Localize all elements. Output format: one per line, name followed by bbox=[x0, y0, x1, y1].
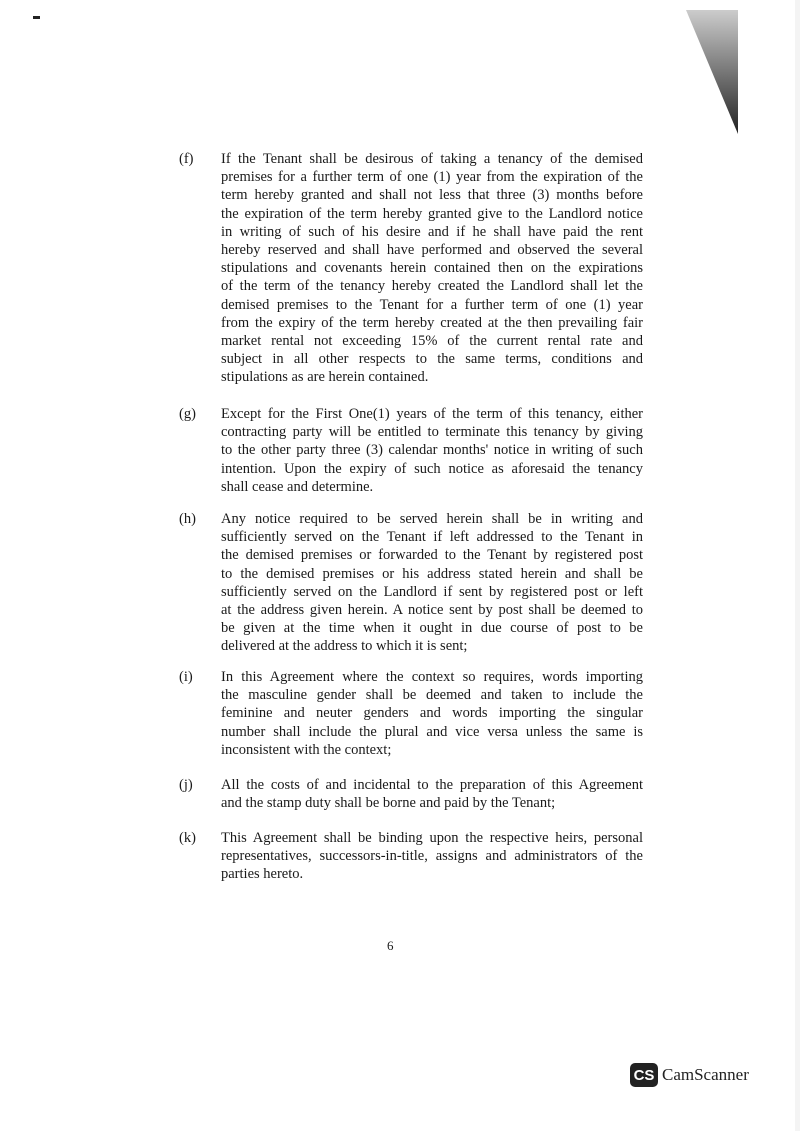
text-line: be given at the time when it ought in due course of post to be bbox=[221, 620, 643, 637]
clause-label: (f) bbox=[179, 151, 194, 167]
text-line: If the Tenant shall be desirous of taking a tenancy of the demised bbox=[221, 151, 643, 167]
clause-label: (h) bbox=[179, 511, 196, 527]
text-line: of the term of the tenancy hereby created the Landlord shall let the bbox=[221, 278, 643, 295]
clause-label: (k) bbox=[179, 830, 196, 846]
camscanner-text: CamScanner bbox=[662, 1065, 749, 1084]
text-line: to the demised premises or his address stated herein and shall be bbox=[221, 565, 643, 582]
text-line: from the expiry of the term hereby created at the then prevailing fair bbox=[221, 314, 643, 331]
text-line: the demised premises or forwarded to the Tenant by registered post bbox=[221, 547, 643, 564]
clause-label: (g) bbox=[179, 406, 196, 422]
scan-mark bbox=[33, 16, 40, 19]
clause-text bbox=[221, 829, 643, 884]
page-corner-shadow bbox=[684, 8, 740, 138]
text-line: at the address given herein. A notice sent by post shall be deemed to bbox=[221, 601, 643, 618]
camscanner-watermark bbox=[630, 1063, 749, 1087]
clause-label: (j) bbox=[179, 777, 193, 793]
text-line: shall cease and determine. bbox=[221, 478, 374, 495]
page-number: 6 bbox=[387, 938, 394, 953]
text-line: and the stamp duty shall be borne and paid by the Tenant; bbox=[221, 795, 556, 812]
clause-text bbox=[221, 510, 643, 656]
text-line: sufficiently served on the Tenant if left addressed to the Tenant in bbox=[221, 529, 643, 546]
text-line: All the costs of and incidental to the preparation of this Agreement bbox=[221, 777, 643, 793]
scan-edge bbox=[795, 0, 800, 1131]
text-line: market rental not exceeding 15% of the current rental rate and bbox=[221, 332, 643, 349]
clause-text bbox=[221, 776, 643, 812]
clause-text bbox=[221, 668, 643, 759]
text-line: term hereby granted and shall not less that three (3) months before bbox=[221, 187, 643, 204]
text-line: the expiration of the term hereby granted give to the Landlord notice bbox=[221, 205, 643, 222]
text-line: hereby reserved and shall have performed and observed the several bbox=[221, 241, 643, 258]
camscanner-logo-icon: CS bbox=[630, 1063, 658, 1087]
text-line: inconsistent with the context; bbox=[221, 741, 392, 758]
text-line: to the other party three (3) calendar months' notice in writing of such bbox=[221, 442, 643, 459]
clause-label: (i) bbox=[179, 669, 193, 685]
text-line: the masculine gender shall be deemed and taken to include the bbox=[221, 687, 643, 704]
text-line: parties hereto. bbox=[221, 866, 304, 883]
text-line: stipulations as are herein contained. bbox=[221, 369, 429, 386]
text-line: In this Agreement where the context so requires, words importing bbox=[221, 669, 643, 685]
text-line: contracting party will be entitled to terminate this tenancy by giving bbox=[221, 424, 643, 441]
clause-text bbox=[221, 405, 643, 496]
text-line: Except for the First One(1) years of the term of this tenancy, either bbox=[221, 406, 643, 422]
text-line: demised premises to the Tenant for a further term of one (1) year bbox=[221, 296, 643, 313]
text-line: stipulations and covenants herein contained then on the expirations bbox=[221, 260, 643, 277]
text-line: Any notice required to be served herein shall be in writing and bbox=[221, 511, 643, 527]
text-line: representatives, successors-in-title, assigns and administrators of the bbox=[221, 848, 643, 865]
text-line: This Agreement shall be binding upon the respective heirs, personal bbox=[221, 830, 643, 846]
text-line: feminine and neuter genders and words importing the singular bbox=[221, 705, 643, 722]
text-line: delivered at the address to which it is sent; bbox=[221, 638, 468, 655]
text-line: intention. Upon the expiry of such notice as aforesaid the tenancy bbox=[221, 460, 643, 477]
text-line: sufficiently served on the Landlord if sent by registered post or left bbox=[221, 583, 643, 600]
text-line: subject in all other respects to the same terms, conditions and bbox=[221, 351, 643, 368]
clause-text bbox=[221, 150, 643, 386]
text-line: number shall include the plural and vice versa unless the same is bbox=[221, 723, 643, 740]
text-line: premises for a further term of one (1) year from the expiration of the bbox=[221, 169, 643, 186]
text-line: in writing of such of his desire and if he shall have paid the rent bbox=[221, 223, 643, 240]
